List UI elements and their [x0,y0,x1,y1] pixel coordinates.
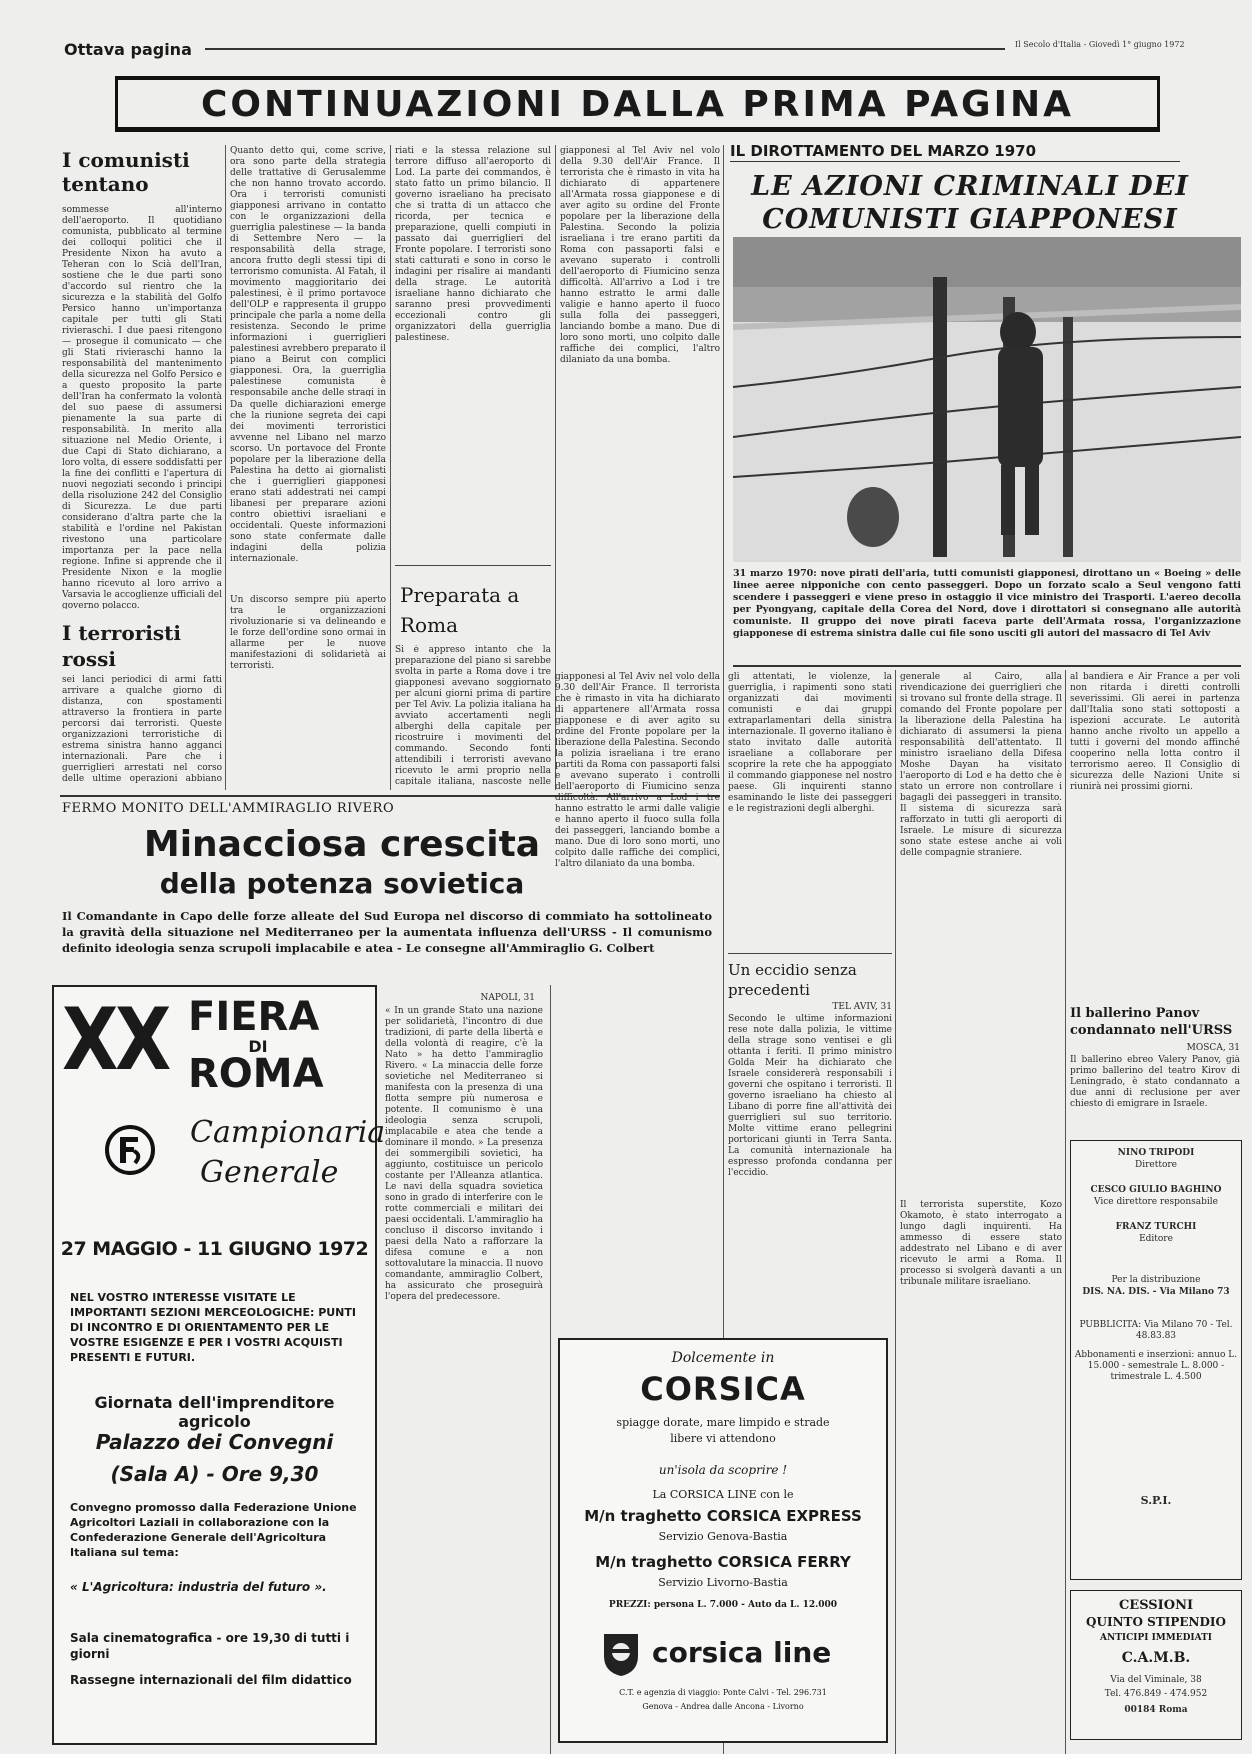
rivero-body: « In un grande Stato una nazione per solidarietà, l'incontro di due tradizioni, di parte della libertà e della volontà di reagire, c'è la Nato » ha detto l'ammiraglio Rivero. « La minaccia delle forze sovietiche nel Mediterraneo si manifesta con la presenza di una flotta sempre più numerosa e potente. Il comunismo è una ideologia senza scrupoli, implacabile e atea che tende a dominare il mondo. » La presenza dei sommergibili sovietici, ha aggiunto, costituisce un pericolo costante per l'Alleanza atlantica. Le navi della squadra sovietica sono in grado di interferire con le rotte commerciali e militari dei paesi occidentali. L'ammiraglio ha concluso il discorso invitando i paesi della Nato a rafforzare la difesa comune e a non sottovalutare la minaccia. Il nuovo comandante, ammiraglio Colbert, ha assicurato che proseguirà l'opera del predecessore. [385,1006,543,1302]
hijack-photo [733,237,1241,562]
fiera-roman-numeral: XX [62,990,168,1090]
fiera-rassegne: Rassegne internazionali del film didattico [70,1673,352,1687]
section-label: Ottava pagina [64,40,192,59]
masthead-director: NINO TRIPODI [1117,1148,1195,1158]
masthead-vice-role: Vice direttore responsabile [1094,1197,1218,1207]
article-eccidio: Secondo le ultime informazioni rese note dalla polizia, le vittime della strage sono ventisei e gli ottanta i feriti. Il primo ministro Golda Meir ha dichiarato che Israele considererà responsabili i governi che ospitano i terroristi. Il governo israeliano ha chiesto al Libano di porre fine all'attività dei guerriglieri sul suo territorio. Molte vittime erano pellegrini portoricani giunti in Terra Santa. La comunità internazionale ha espresso profonda condanna per l'eccidio. [728,1014,892,1178]
masthead-publicity: PUBBLICITÀ: Via Milano 70 - Tel. 48.83.83 [1079,1320,1233,1341]
cessioni-line1: CESSIONI [1118,1598,1194,1613]
rivero-headline-2: della potenza sovietica [159,867,525,900]
date-line: Il Secolo d'Italia - Giovedì 1° giugno 1972 [1015,40,1185,49]
corsica-intro: Dolcemente in [671,1350,775,1366]
hijack-headline: LE AZIONI CRIMINALI DEI COMUNISTI GIAPPONESI [751,171,1189,235]
col-rule [550,985,551,1754]
col-rule [1065,670,1066,1754]
corsica-lines: spiagge dorate, mare limpido e strade libere vi attendono [616,1416,830,1445]
corsica-emblem-icon [600,1630,642,1678]
corsica-brand: corsica line [652,1636,832,1669]
article-col7-a: al bandiera e Air France a per voli non ritarda i diretti controlli severissimi. Gli aerei in partenza dall'Italia sono stati sottoposti a ispezioni accurate. Le autorità hanno anche rivolto un appello a tutti i governi del mondo affinché cooperino nella lotta contro il terrorismo aereo. Il Consiglio di sicurezza delle Nazioni Unite si riunirà nei prossimi giorni. [1070,672,1240,792]
dateline-telaviv: TEL AVIV, 31 [832,1002,892,1012]
fiera-logo-icon [105,1125,155,1175]
article-col5-a: gli attentati, le violenze, la guerriglia, i rapimenti sono stati organizzati dai movimenti comunisti e dai gruppi extraparlamentari della sinistra internazionale. Il governo italiano è stato invitato dalle autorità israeliane a collaborare per scoprire la rete che ha appoggiato il commando giapponese nel nostro paese. Gli inquirenti stanno esaminando le liste dei passeggeri e le registrazioni degli alberghi. [728,672,892,814]
headline-preparata: Preparata a Roma [400,583,520,637]
header-rule [205,48,1005,50]
headline-eccidio: Un eccidio senza precedenti [728,961,857,999]
corsica-prezzi: PREZZI: persona L. 7.000 - Auto da L. 12.000 [608,1600,838,1610]
headline-terroristi: I terroristi rossi [62,621,181,671]
headline-panov: Il ballerino Panov condannato nell'URSS [1070,1006,1233,1038]
corsica-route1: Servizio Genova-Bastia [658,1530,788,1543]
fiera-sala-cine: Sala cinematografica - ore 19,30 di tutti i giorni [70,1631,350,1661]
fiera-dates: 27 MAGGIO - 11 GIUGNO 1972 [60,1238,369,1260]
masthead-rates: Abbonamenti e inserzioni: annuo L. 15.000 - semestrale L. 8.000 - trimestrale L. 4.500 [1074,1350,1238,1382]
col-rule [895,670,896,1754]
hijack-kicker: IL DIROTTAMENTO DEL MARZO 1970 [730,142,1037,160]
fiera-tema: « L'Agricoltura: industria del futuro ». [70,1580,327,1594]
corsica-ship1: M/n traghetto CORSICA EXPRESS [584,1507,862,1525]
cessioni-line2: QUINTO STIPENDIO [1086,1615,1226,1629]
fiera-convegno: Convegno promosso dalla Federazione Unione Agricoltori Laziali in collaborazione con la Confederazione Generale dell'Agricoltura Italiana sul tema: [70,1501,357,1559]
hijack-rule [730,161,1180,162]
dateline-mosca: MOSCA, 31 [1186,1043,1240,1053]
fiera-roma: ROMA [188,1051,324,1097]
article-terroristi: sei lanci periodici di armi fatti arrivare a qualche giorno di distanza, con spostamenti attraverso la frontiera in parte percorsi dai terroristi. Queste organizzazioni terroristiche di estrema sinistra hanno agganci internazionali. Pare che i guerriglieri arrestati nel corso delle ultime operazioni abbiano [62,675,222,784]
article-col3-a: riati e la stessa relazione sul terrore diffuso all'aeroporto di Lod. La parte dei commandos, è stato fatto un primo bilancio. Il governo israeliano ha precisato che si tratta di un attacco che ricorda, per tecnica e preparazione, quelli compiuti in passato dai guerriglieri del Fronte popolare. I terroristi sono stati catturati e sono in corso le indagini per risalire ai mandanti della strage. Le autorità israeliane hanno dichiarato che saranno presi provvedimenti eccezionali contro gli organizzatori della guerriglia palestinese. [395,146,551,343]
rule-col3 [395,565,551,566]
article-col6-a: generale al Cairo, alla rivendicazione dei guerriglieri che si trovano sul fronte della strage. Il comando del Fronte popolare per la liberazione della Palestina ha dichiarato di assumersi la piena responsabilità dell'attentato. Il ministro israeliano della Difesa Moshe Dayan ha visitato l'aeroporto di Lod e ha detto che è stato un errore non controllare i bagagli dei passeggeri in transito. Il sistema di sicurezza sarà rafforzato in tutti gli aeroporti di Israele. Le misure di sicurezza sono state estese anche ai voli delle compagnie straniere. [900,672,1062,858]
fiera-palazzo: Palazzo dei Convegni [95,1430,334,1454]
corsica-footer2: Genova - Andrea dalle Ancona - Livorno [642,1702,804,1711]
masthead-editor: FRANZ TURCHI [1115,1222,1197,1232]
article-preparata: Si è appreso intanto che la preparazione del piano si sarebbe svolta in parte a Roma dove i tre giapponesi avevano soggiornato per alcuni giorni prima di partire per Tel Aviv. La polizia italiana ha avviato accertamenti negli alberghi della capitale per ricostruire i movimenti del commando. Secondo fonti attendibili i terroristi avevano ricevuto le armi proprio nella capitale italiana, nascoste nelle [395,645,551,785]
masthead-director-role: Direttore [1134,1160,1177,1170]
corsica-footer1: C.T. e agenzia di viaggio: Ponte Calvi - Tel. 296.731 [619,1688,827,1697]
rivero-kicker: FERMO MONITO DELL'AMMIRAGLIO RIVERO [62,801,395,816]
article-col2-b: Da quelle dichiarazioni emerge che la riunione segreta dei capi dei movimenti terroristici avvenne nel Libano nel marzo scorso. Un portavoce del Fronte popolare per la liberazione della Palestina ha detto ai giornalisti che i guerriglieri giapponesi erano stati addestrati nei campi libanesi per preparare azioni contro obiettivi israeliani e occidentali. Queste informazioni sono state confermate dalle indagini della polizia internazionale. [230,400,386,564]
fiera-di: DI [248,1037,268,1056]
masthead-vice: CESCO GIULIO BAGHINO [1090,1185,1222,1195]
corsica-ship2: M/n traghetto CORSICA FERRY [595,1553,851,1571]
barbed-wire-photo [733,237,1241,562]
article-col2-c: Un discorso sempre più aperto tra le organizzazioni rivoluzionarie si va delineando e le forze dell'ordine sono ormai in allarme per le nuove manifestazioni di solidarietà ai terroristi. [230,595,386,671]
rule-col5 [728,953,892,954]
masthead-spi: S.P.I. [1140,1495,1172,1506]
banner-title: CONTINUAZIONI DALLA PRIMA PAGINA [201,84,1074,125]
cessioni-line5: Via del Viminale, 38 [1110,1675,1202,1685]
masthead-distribution: DIS. NA. DIS. - Via Milano 73 [1082,1287,1230,1297]
hijack-caption: 31 marzo 1970: nove pirati dell'aria, tutti comunisti giapponesi, dirottano un « Boeing » delle linee aeree nipponiche con cento passeggeri. Dopo un forzato scalo a Seul vengono fatti scendere i passeggeri e viene preso in ostaggio il vice ministro dei Trasporti. L'aereo decolla per Pyongyang, capitale della Corea del Nord, dove i dirottatori si consegnano alle autorità comuniste. Il gruppo dei nove pirati faceva parte dell'Armata rossa, l'organizzazione giapponese di estrema sinistra dalle cui file sono usciti gli autori del massacro di Tel Aviv [733,568,1241,639]
article-comunisti: sommesse all'interno dell'aeroporto. Il quotidiano comunista, pubblicato al termine dei colloqui politici che il Presidente Nixon ha avuto a Teheran con lo Scià dell'Iran, sostiene che le due parti sono d'accordo sul rientro che la sicurezza e la stabilità del Golfo Persico hanno un'importanza capitale per tutti gli Stati rivieraschi. I due paesi ritengono — prosegue il comunicato — che gli Stati rivieraschi hanno la responsabilità del mantenimento della sicurezza nel Golfo Persico e a questo proposito la parte dell'Iran ha confermato la volontà del suo paese di assumersi pienamente la sua parte di responsabilità. In merito alla situazione nel Medio Oriente, i due Capi di Stato dichiarano, a loro volta, di essere soddisfatti per la fine dei conflitti e l'apertura di nuovi negoziati secondo i principi della risoluzione 242 del Consiglio di Sicurezza. Le due parti considerano d'altra parte che la stabilità e l'ordine nel Pakistan rivestono una particolare importanza per la pace nella regione. Infine si apprende che il Presidente Nixon e la moglie hanno ricevuto al loro arrivo a Varsavia le accoglienze ufficiali del governo polacco. [62,205,222,609]
article-col4-lower: giapponesi al Tel Aviv nel volo della 9.30 dell'Air France. Il terrorista che è rimasto in vita ha dichiarato di appartenere all'Armata rossa giapponese e di aver agito su ordine del Fronte popolare per la liberazione della Palestina. Secondo la polizia israeliana i tre erano partiti da Roma con passaporti falsi e avevano superato i controlli dell'aeroporto di Fiumicino senza difficoltà. All'arrivo a Lod i tre hanno estratto le armi dalle valigie e hanno aperto il fuoco sulla folla dei passeggeri, lanciando bombe a mano. Due di loro sono morti, uno colpito dalle raffiche dei complici, l'altro dilaniato da una bomba. [555,672,720,869]
corsica-title: CORSICA [640,1370,806,1408]
corsica-route2: Servizio Livorno-Bastia [658,1576,788,1589]
corsica-con: La CORSICA LINE con le [652,1488,794,1501]
article-panov: Il ballerino ebreo Valery Panov, già primo ballerino del teatro Kirov di Leningrado, è stato condannato a due anni di reclusione per aver chiesto di emigrare in Israele. [1070,1055,1240,1109]
fiera-notice: NEL VOSTRO INTERESSE VISITATE LE IMPORTANTI SEZIONI MERCEOLOGICHE: PUNTI DI INCONTRO E DI ORIENTAMENTO PER LE VOSTRE ESIGENZE E PER I VOSTRI ACQUISTI PRESENTI E FUTURI. [70,1291,356,1364]
article-col6-b: Il terrorista superstite, Kozo Okamoto, è stato interrogato a lungo dagli inquirenti. Ha ammesso di essere stato addestrato nel Libano e di aver ricevuto le armi a Roma. Il processo si svolgerà davanti a un tribunale militare israeliano. [900,1200,1062,1287]
rivero-deck: Il Comandante in Capo delle forze alleate del Sud Europa nel discorso di commiato ha sottolineato la gravità della situazione nel Mediterraneo per la aumentata influenza dell'URSS - Il comunismo definito ideologia senza scrupoli implacabile e atea - Le consegne all'Ammiraglio G. Colbert [62,909,712,955]
masthead-editor-role: Editore [1139,1234,1173,1244]
cessioni-line4: C.A.M.B. [1121,1650,1191,1666]
masthead-distribution-label: Per la distribuzione [1111,1275,1201,1285]
rivero-dateline: NAPOLI, 31 [480,993,535,1003]
cessioni-line3: ANTICIPI IMMEDIATI [1099,1633,1212,1643]
corsica-tagline: un'isola da scoprire ! [658,1463,788,1477]
cessioni-line6: Tel. 476.849 - 474.952 [1104,1689,1208,1699]
col-rule [390,145,391,790]
headline-comunisti: I comunisti tentano [62,148,190,196]
article-col4: giapponesi al Tel Aviv nel volo della 9.30 dell'Air France. Il terrorista che è rimasto in vita ha dichiarato di appartenere all'Armata rossa giapponese e di aver agito su ordine del Fronte popolare per la liberazione della Palestina. Secondo la polizia israeliana i tre erano partiti da Roma con passaporti falsi e avevano superato i controlli dell'aeroporto di Fiumicino senza difficoltà. All'arrivo a Lod i tre hanno estratto le armi dalle valigie e hanno aperto il fuoco sulla folla dei passeggeri, lanciando bombe a mano. Due di loro sono morti, uno colpito dalle raffiche dei complici, l'altro dilaniato da una bomba. [560,146,720,365]
col-rule [225,145,226,790]
fiera-giornata: Giornata dell'imprenditore agricolo [94,1393,335,1431]
fiera-sala: (Sala A) - Ore 9,30 [110,1462,319,1486]
cessioni-line7: 00184 Roma [1124,1705,1188,1715]
fiera-script-2: Generale [200,1155,339,1190]
fiera-word: FIERA [188,994,320,1040]
fiera-script-1: Campionaria [190,1115,386,1150]
article-col2-a: Quanto detto qui, come scrive, ora sono parte della strategia delle trattative di Gerusalemme che non hanno trovato accordo. Ora i terroristi comunisti giapponesi arrivano in contatto con le organizzazioni della guerriglia palestinese — la banda di Settembre Nero — la responsabilità della strage, ancora frutto degli stessi tipi di terrorismo comunista. Al Fatah, il movimento maggioritario dei palestinesi, è il primo portavoce dell'OLP e rappresenta il gruppo principale che parla a nome della resistenza. Secondo le prime informazioni i guerriglieri palestinesi avrebbero preparato il piano a Beirut con complici giapponesi. Ora, la guerriglia palestinese comunista è responsabile anche delle stragi in [230,146,386,396]
rivero-headline-1: Minacciosa crescita [143,824,541,865]
hijack-bottom-rule [733,665,1241,667]
